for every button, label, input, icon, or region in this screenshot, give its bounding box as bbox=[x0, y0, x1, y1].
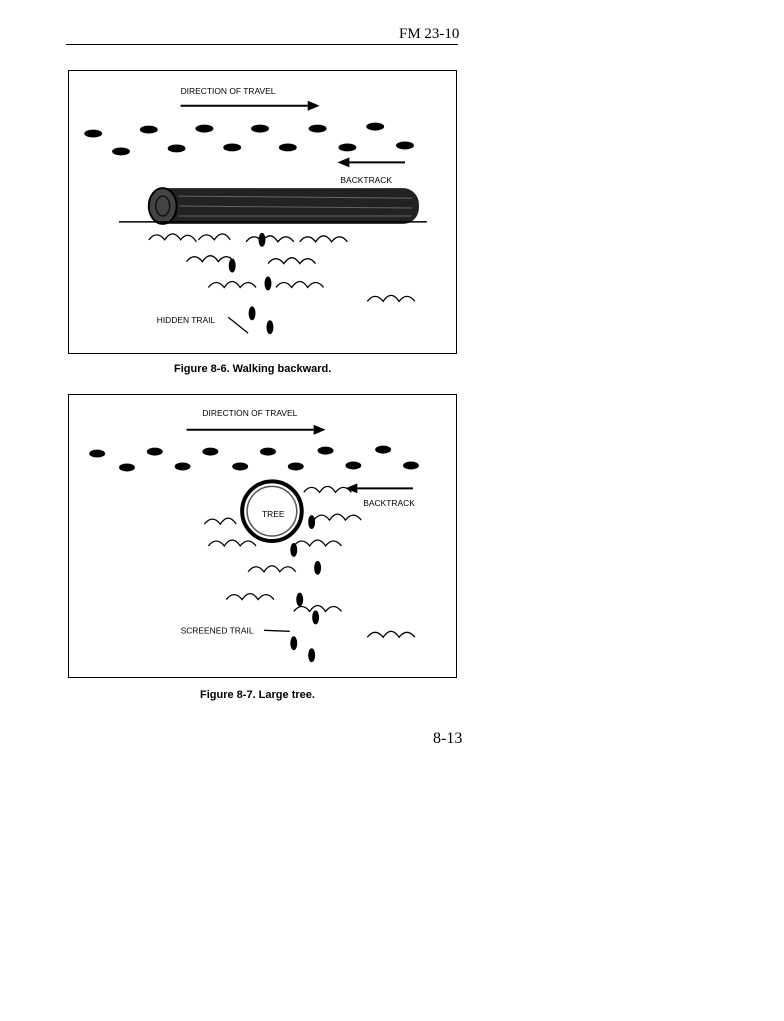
figure-8-7 bbox=[68, 394, 457, 678]
backtrack-arrow-icon bbox=[337, 157, 405, 167]
backtrack-label: BACKTRACK bbox=[340, 175, 393, 186]
screened-trail-label: SCREENED TRAIL bbox=[180, 625, 254, 636]
header-rule bbox=[66, 44, 458, 45]
screened-trail-pointer bbox=[264, 630, 290, 631]
screened-trail-footprints-icon bbox=[290, 515, 321, 662]
direction-arrow-icon bbox=[181, 101, 320, 111]
hidden-trail-label: HIDDEN TRAIL bbox=[156, 315, 216, 326]
figure-8-7-illustration bbox=[69, 395, 456, 677]
direction-of-travel-label: DIRECTION OF TRAVEL bbox=[202, 407, 298, 418]
brush-icon bbox=[149, 234, 415, 302]
page-number: 8-13 bbox=[433, 730, 463, 747]
figure-8-6-caption: Figure 8-6. Walking backward. bbox=[174, 363, 332, 375]
backtrack-label: BACKTRACK bbox=[363, 498, 415, 509]
figure-8-6 bbox=[68, 70, 457, 354]
page-header-id: FM 23-10 bbox=[399, 26, 460, 42]
figure-8-7-caption: Figure 8-7. Large tree. bbox=[200, 689, 315, 701]
log-icon bbox=[119, 188, 427, 224]
tree-label: TREE bbox=[262, 509, 285, 520]
direction-of-travel-label: DIRECTION OF TRAVEL bbox=[180, 85, 276, 96]
figure-8-6-illustration bbox=[69, 71, 456, 353]
direction-arrow-icon bbox=[187, 425, 326, 435]
brush-icon bbox=[204, 486, 415, 637]
backtrack-arrow-icon bbox=[345, 483, 413, 493]
footprints-icon bbox=[84, 123, 414, 156]
hidden-trail-pointer bbox=[228, 317, 248, 333]
footprints-icon bbox=[89, 446, 419, 472]
